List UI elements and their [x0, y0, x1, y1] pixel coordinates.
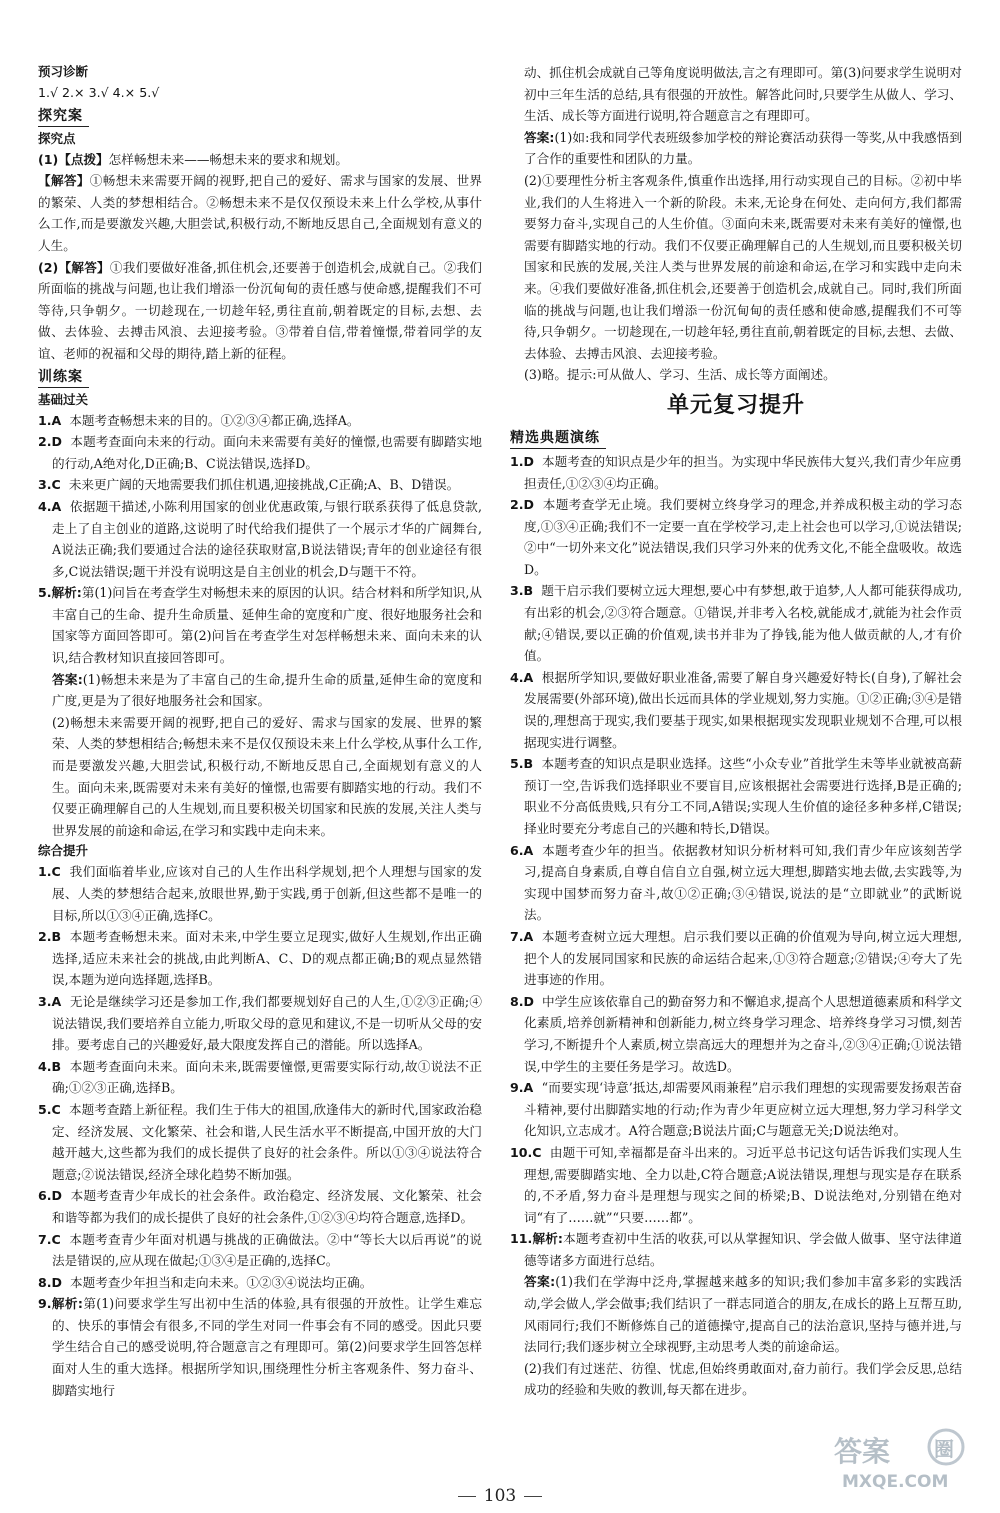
- svg-text:圈: 圈: [934, 1437, 954, 1461]
- list-item: 3.C 未来更广阔的天地需要我们抓住机遇,迎接挑战,C正确;A、B、D错误。: [38, 477, 460, 493]
- list-item: 9.A “而要实现‘诗意’抵达,却需要风雨兼程”启示我们理想的实现需要发扬艰苦奋斗精神,要付出脚踏实地的行动;作为青少年更应树立远大理想,努力学习科学文化知识,立志成才。A符合题意;B说法片面;C与题意无关;D说法绝对。: [510, 1080, 963, 1139]
- practice-title: 精选典题演练: [510, 428, 606, 449]
- item5-analysis: 5.解析:第(1)问旨在考查学生对畅想未来的原因的认识。结合材料和所学知识,从丰富自己的生命、提升生命质量、延伸生命的宽度和广度、很好地服务社会和国家等方面回答即可。第(2)问旨在考查学生对怎样畅想未来、面向未来的认识,结合教材知识直接回答即可。: [38, 585, 482, 666]
- answer-text: ①畅想未来需要开阔的视野,把自己的爱好、需求与国家的发展、世界的繁荣、人类的梦想相结合。②畅想未来不是仅仅预设未来上什么学校,从事什么工作,而是要激发兴趣,大胆尝试,积极行动,不断地反思自己,全面规划有意义的人生。: [38, 173, 482, 253]
- tip-label: (1)【点拨】: [38, 151, 109, 167]
- list-item: 8.D 本题考查少年担当和走向未来。①②③④说法均正确。: [38, 1274, 373, 1290]
- item9-analysis: 9.解析:第(1)问要求学生写出初中生活的体验,具有很强的开放性。让学生难忘的、快乐的事情会有很多,不同的学生对同一件事会有不同的感受。因此只要学生结合自己的感受说明,符合题意言之有理即可。第(2)问要求学生回答怎样面对人生的重大选择。根据所学知识,围绕理性分析主客观条件、努力奋斗、脚踏实地行: [38, 1296, 482, 1398]
- svg-text:答案: 答案: [834, 1435, 891, 1468]
- preview-answers: 1.√ 2.× 3.√ 4.× 5.√: [38, 85, 160, 100]
- comprehensive-items: [38, 861, 482, 1293]
- list-item: 5.C 本题考查踏上新征程。我们生于伟大的祖国,欣逢伟大的新时代,国家政治稳定、经济发展、文化繁荣、社会和谐,人民生活水平不断提高,中国开放的大门越开越大,这些都为我们的成长提供了良好的社会条件。所以①③④说法符合题意;②说法错误,经济全球化趋势不断加强。: [38, 1101, 482, 1182]
- item9-answer: 答案:(1)如:我和同学代表班级参加学校的辩论赛活动获得一等奖,从中我感悟到了合作的重要性和团队的力量。: [524, 129, 962, 167]
- item5-answer-2: (2)畅想未来需要开阔的视野,把自己的爱好、需求与国家的发展、世界的繁荣、人类的梦想相结合;畅想未来不是仅仅预设未来上什么学校,从事什么工作,而是要激发兴趣,大胆尝试,积极行动,不断地反思自己,全面规划有意义的人生。面向未来,既需要对未来有美好的憧憬,也需要有脚踏实地的行动。我们不仅要正确理解自己的人生规划,而且要积极关切国家和民族的发展,关注人类与世界发展的前途和命运,在学习和实践中走向未来。: [52, 714, 482, 838]
- item11-answer-2: (2)我们有过迷茫、彷徨、忧虑,但始终勇敢面对,奋力前行。我们学会反思,总结成功的经验和失败的教训,每天都在进步。: [524, 1360, 962, 1398]
- item11-answer: 答案:(1)我们在学海中泛舟,掌握越来越多的知识;我们参加丰富多彩的实践活动,学会做人,学会做事;我们结识了一群志同道合的朋友,在成长的路上互帮互助,风雨同行;我们不断修炼自己的道德操守,提高自己的法治意识,坚持与德并进,与法同行;我们逐步树立全球视野,主动思考人类的前途命运。: [524, 1274, 962, 1355]
- left-column: [38, 62, 482, 1401]
- preview-title: 预习诊断: [38, 64, 89, 79]
- answer-label: (2)【解答】: [38, 259, 110, 275]
- list-item: 1.A 本题考查畅想未来的目的。①②③④都正确,选择A。: [38, 412, 360, 428]
- page-number-text: 103: [483, 1486, 517, 1506]
- list-item: 1.D 本题考查的知识点是少年的担当。为实现中华民族伟大复兴,我们青少年应勇担责任,①②③④均正确。: [510, 453, 962, 491]
- right-column: [510, 62, 962, 1401]
- basic-items: [38, 410, 482, 583]
- tip-text: 怎样畅想未来——畅想未来的要求和规划。: [108, 151, 348, 167]
- comprehensive-title: 综合提升: [38, 843, 89, 859]
- list-item: 3.B 题干启示我们要树立远大理想,要心中有梦想,敢于追梦,人人都可能获得成功,有出彩的机会,②③符合题意。①错误,并非考入名校,就能成才,就能为社会作贡献;④错误,要以正确的价值观,读书并非为了挣钱,能为他人做贡献的人,才有价值。: [510, 583, 962, 664]
- list-item: 1.C 我们面临着毕业,应该对自己的人生作出科学规划,把个人理想与国家的发展、人类的梦想结合起来,放眼世界,勤于实践,勇于创新,但这些都不是唯一的目标,所以①③④正确,选择C。: [38, 864, 482, 923]
- list-item: 7.C 本题考查青少年面对机遇与挑战的正确做法。②中“等长大以后再说”的说法是错误的,应从现在做起;①③④是正确的,选择C。: [38, 1231, 482, 1269]
- list-item: 4.B 本题考查面向未来。面向未来,既需要憧憬,更需要实际行动,故①说法不正确;①②③正确,选择B。: [38, 1058, 482, 1096]
- list-item: 6.A 本题考查少年的担当。依据教材知识分析材料可知,我们青少年应该刻苦学习,提高自身素质,自尊自信自立自强,树立远大理想,脚踏实地去做,去实践等,为实现中国梦而努力奋斗,故①②正确;③④错误,说法的是“立即就业”的武断说法。: [510, 842, 962, 923]
- list-item: 4.A 根据所学知识,要做好职业准备,需要了解自身兴趣爱好特长(自身),了解社会发展需要(外部环境),做出长远而具体的学业规划,努力实施。①②正确;③④是错误的,理想高于现实,我们要基于现实,如果根据现实发现职业规划不合理,可以根据现实进行调整。: [510, 669, 962, 750]
- item9-answer-2: (2)①要理性分析主客观条件,慎重作出选择,用行动实现自己的目标。②初中毕业,我们的人生将进入一个新的阶段。未来,无论身在何处、走向何方,我们都需要努力奋斗,实现自己的人生价值。③面向未来,既需要对未来有美好的憧憬,也需要有脚踏实地的行动。我们不仅要正确理解自己的人生规划,而且要积极关切国家和民族的发展,关注人类与世界发展的前途和命运,在学习和实践中走向未来。④我们要做好准备,抓住机会,还要善于创造机会,成就自己。同时,我们所面临的挑战与问题,也让我们增添一份沉甸甸的责任感和使命感,提醒我们不可等待,只争朝夕。一切趁现在,一切趁年轻,勇往直前,朝着既定的目标,去想、去做、去体验、去搏击风浪、去迎接考验。: [524, 172, 962, 361]
- unit-review-title: 单元复习提升: [666, 392, 805, 418]
- list-item: 2.D 本题考查学无止境。我们要树立终身学习的理念,并养成积极主动的学习态度,①③④正确;我们不一定要一直在学校学习,走上社会也可以学习,①说法错误;②中“一切外来文化”说法错误,我们只学习外来的优秀文化,不能全盘吸收。故选D。: [510, 497, 962, 577]
- item11-analysis: 11.解析:本题考查初中生活的收获,可以从掌握知识、学会做人做事、坚守法律道德等诸多方面进行总结。: [510, 1231, 962, 1268]
- explore-p2-answer: [38, 257, 482, 365]
- list-item: 3.A 无论是继续学习还是参加工作,我们都要规划好自己的人生,①②③正确;④说法错误,我们要培养自立能力,听取父母的意见和建议,不是一切听从父母的安排。要考虑自己的兴趣爱好,最大限度发挥自己的潜能。所以选择A。: [38, 993, 483, 1053]
- list-item: 5.B 本题考查的知识点是职业选择。这些“小众专业”首批学生未等毕业就被高薪预订一空,告诉我们选择职业不要盲目,应该根据社会需要进行选择,B是正确的;职业不分高低贵贱,只有分工不同,A错误;实现人生价值的途径多种多样,C错误;择业时要充分考虑自己的兴趣和特长,D错误。: [510, 756, 962, 836]
- explore-section-title: 探究案: [38, 106, 89, 127]
- train-section-title: 训练案: [38, 367, 89, 388]
- item9-answer-3: (3)略。提示:可从做人、学习、生活、成长等方面阐述。: [524, 367, 836, 383]
- explore-p1-tip: [38, 149, 482, 171]
- svg-text:MXQE.COM: MXQE.COM: [842, 1472, 949, 1492]
- basic-title: 基础过关: [38, 391, 89, 407]
- list-item: 10.C 由题干可知,幸福都是奋斗出来的。习近平总书记这句话告诉我们实现人生理想,需要脚踏实地、全力以赴,C符合题意;A说法错误,理想与现实是存在联系的,不矛盾,努力奋斗是理想与现实之间的桥梁;B、D说法绝对,分别错在绝对词“有了……就”“只要……都”。: [510, 1144, 962, 1225]
- explore-p1-answer: [38, 170, 482, 256]
- answer-label: 【解答】: [38, 173, 90, 189]
- list-item: 7.A 本题考查树立远大理想。启示我们要以正确的价值观为导向,树立远大理想,把个人的发展同国家和民族的命运结合起来,①③符合题意;②错误;④夸大了先进事迹的作用。: [510, 928, 962, 988]
- item9-analysis-cont: 动、抓住机会成就自己等角度说明做法,言之有理即可。第(3)问要求学生说明对初中三年生活的总结,具有很强的开放性。解答此问时,只要学生从做人、学习、生活、成长等方面进行说明,符合题意言之有理即可。: [524, 65, 962, 124]
- list-item: 8.D 中学生应该依靠自己的勤奋努力和不懈追求,提高个人思想道德素质和科学文化素质,培养创新精神和创新能力,树立终身学习理念、培养终身学习习惯,刻苦学习,不断提升个人素质,树立崇高远大的理想并为之奋斗,②③④正确;①说法错误,中学生的主要任务是学习。故选D。: [510, 993, 962, 1074]
- item5-answer: 答案:(1)畅想未来是为了丰富自己的生命,提升生命的质量,延伸生命的宽度和广度,更是为了很好地服务社会和国家。: [52, 671, 482, 709]
- answer-text: ①我们要做好准备,抓住机会,还要善于创造机会,成就自己。②我们所面临的挑战与问题,也让我们增添一份沉甸甸的责任感与使命感,提醒我们不可等待,只争朝夕。一切趁现在,一切趁年轻,勇往直前,朝着既定的目标,去想、去做、去体验、去搏击风浪、去迎接考验。③带着自信,带着憧憬,带着同学的友谊、老师的祝福和父母的期待,踏上新的征程。: [38, 259, 483, 361]
- watermark-logo: [828, 1425, 978, 1495]
- practice-items: [510, 451, 962, 1228]
- list-item: 2.D 本题考查面向未来的行动。面向未来需要有美好的憧憬,也需要有脚踏实地的行动,A绝对化,D正确;B、C说法错误,选择D。: [38, 434, 482, 471]
- list-item: 2.B 本题考查畅想未来。面对未来,中学生要立足现实,做好人生规划,作出正确选择,适应未来社会的挑战,由此判断A、C、D的观点都正确;B的观点显然错误,本题为逆向选择题,选择B。: [38, 929, 482, 988]
- list-item: 6.D 本题考查青少年成长的社会条件。政治稳定、经济发展、文化繁荣、社会和谐等都为我们的成长提供了良好的社会条件,①②③④均符合题意,选择D。: [38, 1188, 483, 1225]
- explore-subsection-title: 探究点: [38, 130, 76, 146]
- list-item: 4.A 依据题干描述,小陈利用国家的创业优惠政策,与银行联系获得了低息贷款,走上了自主创业的道路,这说明了时代给我们提供了一个展示才华的广阔舞台,A说法正确;我们要通过合法的途径获取财富,B说法错误;青年的创业途径有很多,C说法错误;题干并没有说明这是自主创业的机会,D与题干不符。: [38, 498, 482, 579]
